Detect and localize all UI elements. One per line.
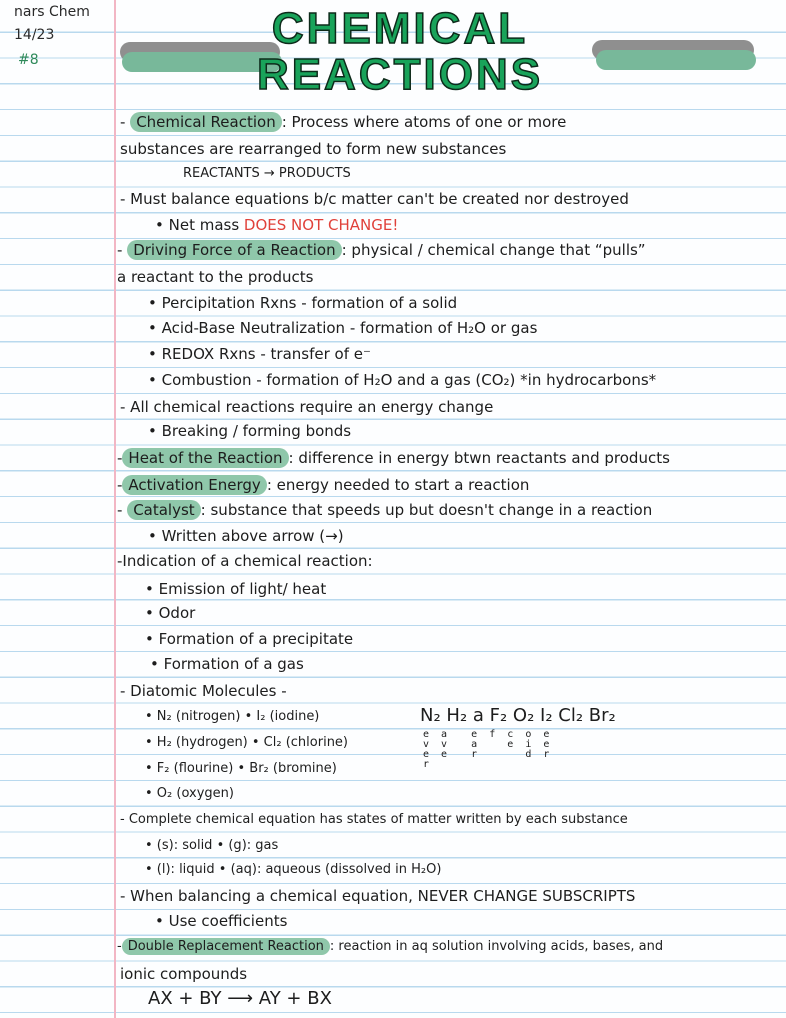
note-line: • Percipitation Rxns - formation of a solid [148, 294, 458, 312]
dash: - [117, 501, 128, 519]
term-highlight: Heat of the Reaction [122, 448, 288, 468]
note-line [155, 216, 398, 234]
emphasis-text: DOES NOT CHANGE! [243, 216, 399, 234]
reaction-equation: AX + BY ⟶ AY + BX [148, 988, 332, 1009]
definition-text: : reaction in aq solution involving acids, bases, and [329, 939, 664, 954]
note-line: - Complete chemical equation has states of matter written by each substance [120, 812, 628, 827]
term-highlight: Activation Energy [122, 475, 266, 495]
dash: - [117, 939, 122, 954]
note-line: • O₂ (oxygen) [145, 786, 234, 801]
note-line: - All chemical reactions require an energy change [120, 398, 494, 416]
definition-text: : difference in energy btwn reactants and products [288, 449, 670, 467]
note-line [117, 476, 529, 494]
note-line: • Formation of a gas [150, 655, 304, 673]
note-line: • REDOX Rxns - transfer of e⁻ [148, 345, 371, 363]
note-line [117, 939, 663, 954]
course-label: nars Chem [14, 4, 90, 20]
dash: - [117, 241, 128, 259]
note-line [117, 501, 652, 519]
mnemonic-letters: e a e f c o e v v a e i e e e r d r r [423, 729, 550, 770]
title-line-2: REACTIONS [256, 50, 544, 99]
definition-text: : substance that speeds up but doesn't change in a reaction [200, 501, 653, 519]
note-line: substances are rearranged to form new substances [120, 140, 507, 158]
note-line [117, 241, 646, 259]
note-line: • (s): solid • (g): gas [145, 838, 279, 853]
note-line: • Combustion - formation of H₂O and a gas (CO₂) *in hydrocarbons* [148, 371, 657, 389]
margin-line [114, 0, 116, 1018]
note-line: • (l): liquid • (aq): aqueous (dissolved in H₂O) [145, 862, 442, 877]
note-line: • H₂ (hydrogen) • Cl₂ (chlorine) [145, 735, 349, 750]
note-line: • Acid-Base Neutralization - formation of H₂O or gas [148, 319, 538, 337]
note-line: ionic compounds [120, 965, 248, 983]
date-label: 14/23 [14, 27, 55, 43]
note-line: - Diatomic Molecules - [120, 682, 287, 700]
note-line: REACTANTS → PRODUCTS [183, 166, 351, 181]
bullet-text: • Net mass [155, 216, 244, 234]
definition-text: : Process where atoms of one or more [281, 113, 567, 131]
term-highlight: Driving Force of a Reaction [127, 240, 341, 260]
note-line: a reactant to the products [117, 268, 314, 286]
definition-text: : energy needed to start a reaction [266, 476, 530, 494]
note-line: • N₂ (nitrogen) • I₂ (iodine) [145, 709, 320, 724]
dash: - [120, 113, 131, 131]
note-line [120, 113, 566, 131]
note-line: • Formation of a precipitate [145, 630, 354, 648]
dash: - [117, 476, 123, 494]
note-line: • Breaking / forming bonds [148, 422, 352, 440]
note-line: • Use coefficients [155, 912, 288, 930]
dash: - [117, 449, 123, 467]
note-line [117, 449, 670, 467]
definition-text: : physical / chemical change that “pulls” [341, 241, 646, 259]
note-line: • Written above arrow (→) [148, 527, 344, 545]
term-highlight: Double Replacement Reaction [122, 938, 330, 955]
mnemonic-formula: N₂ H₂ a F₂ O₂ I₂ Cl₂ Br₂ [420, 705, 616, 726]
term-highlight: Chemical Reaction [130, 112, 282, 132]
title-line-1: CHEMICAL [271, 4, 529, 53]
term-highlight: Catalyst [127, 500, 200, 520]
note-line: • Emission of light/ heat [145, 580, 327, 598]
note-line: - Must balance equations b/c matter can't be created nor destroyed [120, 190, 629, 208]
note-line: - When balancing a chemical equation, NEVER CHANGE SUBSCRIPTS [120, 887, 636, 905]
note-line: -Indication of a chemical reaction: [117, 552, 373, 570]
note-line: • F₂ (flourine) • Br₂ (bromine) [145, 761, 337, 776]
note-number: #8 [18, 52, 39, 68]
note-line: • Odor [145, 604, 196, 622]
